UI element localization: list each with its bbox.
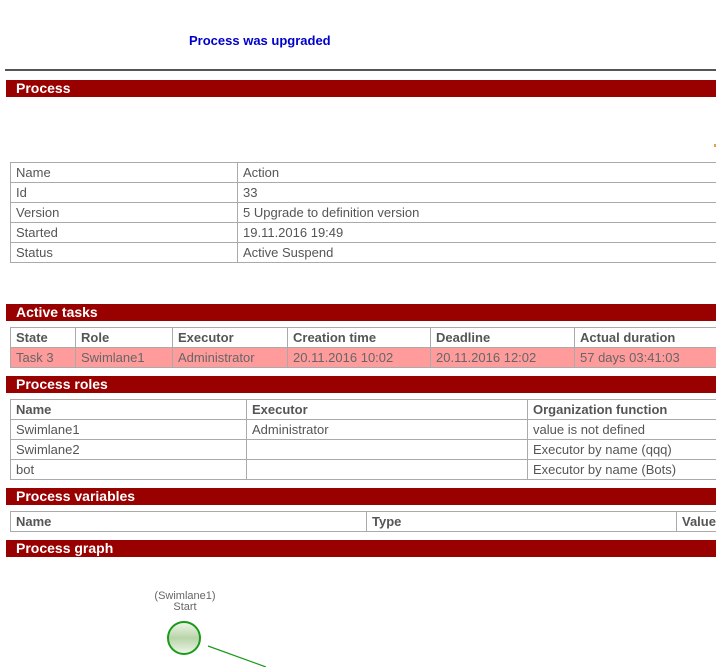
start-node-label: Start bbox=[173, 601, 197, 613]
role-name: Swimlane2 bbox=[11, 440, 247, 460]
active-tasks-table bbox=[10, 327, 716, 368]
section-header-process-variables: Process variables bbox=[6, 488, 716, 505]
process-info-row bbox=[11, 223, 716, 243]
role-name: bot bbox=[11, 460, 247, 480]
column-header-executor: Executor bbox=[247, 400, 528, 420]
start-node-icon[interactable] bbox=[168, 622, 200, 654]
section-header-process: Process bbox=[6, 80, 716, 97]
graph-canvas bbox=[0, 555, 716, 667]
role-org-function: Executor by name (Bots) bbox=[528, 460, 716, 480]
section-header-process-roles: Process roles bbox=[6, 376, 716, 393]
column-header-name: Name bbox=[11, 400, 247, 420]
start-node-swimlane-label: (Swimlane1) bbox=[154, 590, 216, 602]
label-started: Started bbox=[11, 223, 238, 243]
process-info-row bbox=[11, 243, 716, 263]
table-header-row bbox=[11, 328, 716, 348]
label-version: Version bbox=[11, 203, 238, 223]
role-row bbox=[11, 420, 716, 440]
task-row[interactable] bbox=[11, 348, 716, 368]
process-info-row bbox=[11, 183, 716, 203]
role-executor bbox=[247, 440, 528, 460]
task-role: Swimlane1 bbox=[76, 348, 173, 368]
value-started: 19.11.2016 19:49 bbox=[238, 223, 716, 243]
column-header-name: Name bbox=[11, 512, 367, 532]
value-id: 33 bbox=[238, 183, 716, 203]
value-version: 5 Upgrade to definition version bbox=[238, 203, 716, 223]
section-header-active-tasks: Active tasks bbox=[6, 304, 716, 321]
column-header-state[interactable]: State bbox=[11, 328, 76, 348]
status-message: Process was upgraded bbox=[189, 33, 331, 48]
process-info-row bbox=[11, 163, 716, 183]
task-executor: Administrator bbox=[173, 348, 288, 368]
table-header-row bbox=[11, 512, 716, 532]
transition-arrow bbox=[208, 646, 266, 667]
role-org-function: Executor by name (qqq) bbox=[528, 440, 716, 460]
column-header-executor[interactable]: Executor bbox=[173, 328, 288, 348]
role-executor: Administrator bbox=[247, 420, 528, 440]
task-state[interactable]: Task 3 bbox=[11, 348, 76, 368]
process-roles-table bbox=[10, 399, 716, 480]
role-name: Swimlane1 bbox=[11, 420, 247, 440]
column-header-organization-function: Organization function bbox=[528, 400, 716, 420]
task-creation-time: 20.11.2016 10:02 bbox=[288, 348, 431, 368]
column-header-deadline[interactable]: Deadline bbox=[431, 328, 575, 348]
role-org-function: value is not defined bbox=[528, 420, 716, 440]
value-status: Active Suspend bbox=[238, 243, 716, 263]
task-deadline: 20.11.2016 12:02 bbox=[431, 348, 575, 368]
column-header-role[interactable]: Role bbox=[76, 328, 173, 348]
role-row bbox=[11, 440, 716, 460]
process-variables-table bbox=[10, 511, 716, 532]
process-info-table bbox=[10, 162, 716, 263]
column-header-value: Value bbox=[677, 512, 716, 532]
process-info-row bbox=[11, 203, 716, 223]
role-row bbox=[11, 460, 716, 480]
role-executor bbox=[247, 460, 528, 480]
divider bbox=[5, 69, 716, 71]
section-header-process-graph: Process graph bbox=[6, 540, 716, 557]
label-id: Id bbox=[11, 183, 238, 203]
table-header-row bbox=[11, 400, 716, 420]
label-status: Status bbox=[11, 243, 238, 263]
label-name: Name bbox=[11, 163, 238, 183]
task-actual-duration: 57 days 03:41:03 bbox=[575, 348, 716, 368]
value-name: Action bbox=[238, 163, 716, 183]
column-header-actual-duration[interactable]: Actual duration bbox=[575, 328, 716, 348]
column-header-creation-time[interactable]: Creation time bbox=[288, 328, 431, 348]
column-header-type: Type bbox=[367, 512, 677, 532]
